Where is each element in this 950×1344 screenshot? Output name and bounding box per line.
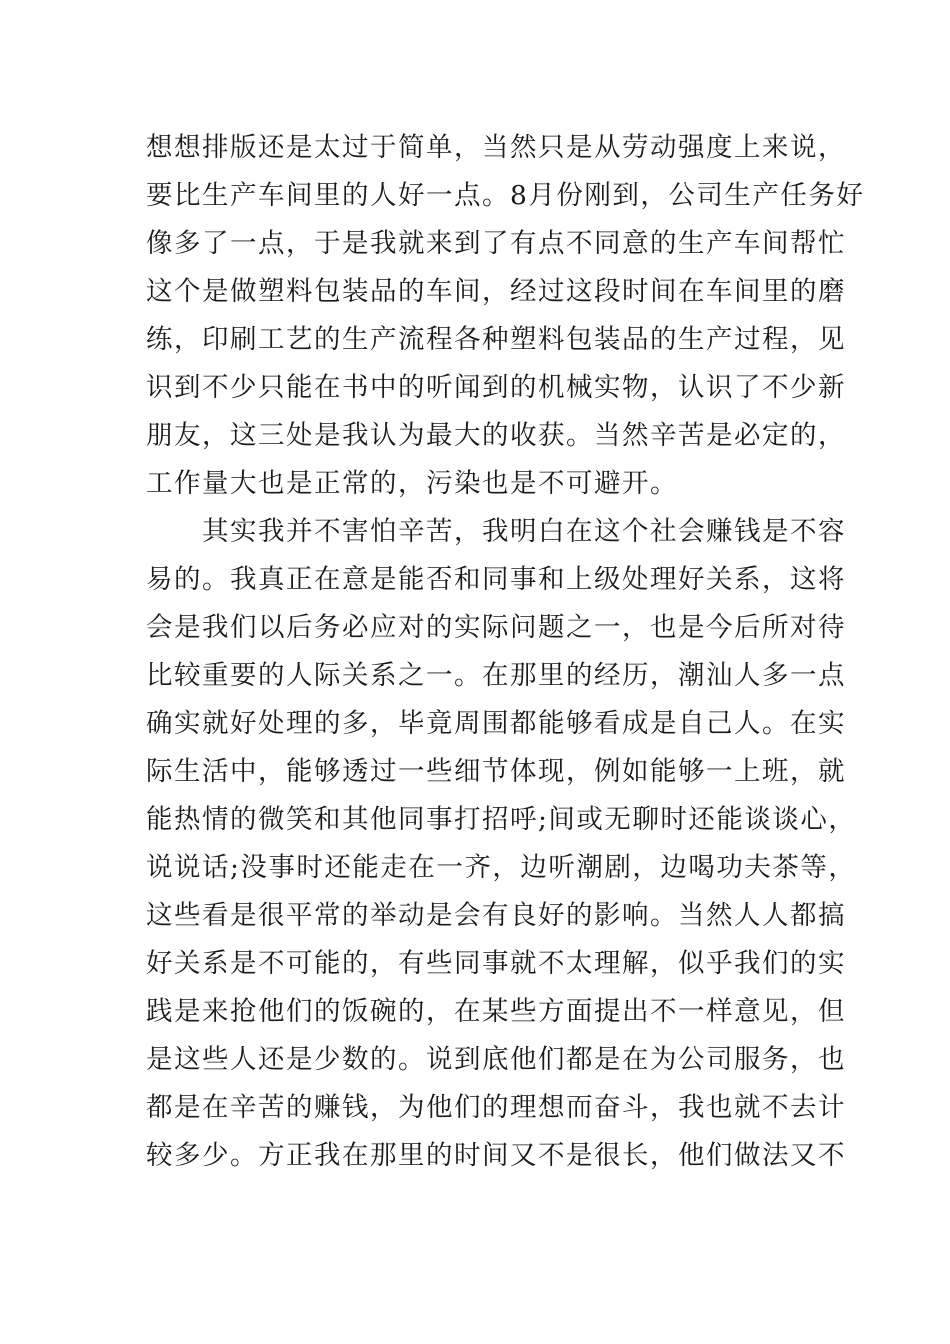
- paragraph-2: [146, 508, 857, 1180]
- text-line: 好关系是不可能的，有些同事就不太理解，似乎我们的实: [146, 948, 846, 979]
- text-line: 练，印刷工艺的生产流程各种塑料包装品的生产过程，见: [146, 324, 846, 355]
- text-line: 能热情的微笑和其他同事打招呼;间或无聊时还能谈谈心，: [146, 804, 857, 835]
- text-line: 其实我并不害怕辛苦，我明白在这个社会赚钱是不容: [146, 516, 846, 547]
- paragraph-1: [146, 124, 865, 508]
- text-line: 是这些人还是少数的。说到底他们都是在为公司服务，也: [146, 1044, 846, 1075]
- text-line: 比较重要的人际关系之一。在那里的经历，潮汕人多一点: [146, 660, 846, 691]
- text-line: 确实就好处理的多，毕竟周围都能够看成是自己人。在实: [146, 708, 846, 739]
- text-line: 识到不少只能在书中的听闻到的机械实物，认识了不少新: [146, 372, 846, 403]
- text-line: 易的。我真正在意是能否和同事和上级处理好关系，这将: [146, 564, 846, 595]
- text-line: 都是在辛苦的赚钱，为他们的理想而奋斗，我也就不去计: [146, 1092, 846, 1123]
- text-line: 想想排版还是太过于简单，当然只是从劳动强度上来说，: [146, 132, 846, 163]
- text-line: 要比生产车间里的人好一点。8月份刚到，公司生产任务好: [146, 180, 865, 211]
- text-line: 际生活中，能够透过一些细节体现，例如能够一上班，就: [146, 756, 846, 787]
- text-line: 说说话;没事时还能走在一齐，边听潮剧，边喝功夫茶等，: [146, 852, 857, 883]
- text-line: 这个是做塑料包装品的车间，经过这段时间在车间里的磨: [146, 276, 846, 307]
- text-line: 会是我们以后务必应对的实际问题之一，也是今后所对待: [146, 612, 846, 643]
- text-line: 这些看是很平常的举动是会有良好的影响。当然人人都搞: [146, 900, 846, 931]
- text-line: 践是来抢他们的饭碗的，在某些方面提出不一样意见，但: [146, 996, 846, 1027]
- text-line: 像多了一点，于是我就来到了有点不同意的生产车间帮忙: [146, 228, 846, 259]
- text-line: 较多少。方正我在那里的时间又不是很长，他们做法又不: [146, 1140, 846, 1171]
- text-line: 工作量大也是正常的，污染也是不可避开。: [146, 468, 678, 499]
- text-line: 朋友，这三处是我认为最大的收获。当然辛苦是必定的，: [146, 420, 846, 451]
- document-body: [146, 124, 865, 1180]
